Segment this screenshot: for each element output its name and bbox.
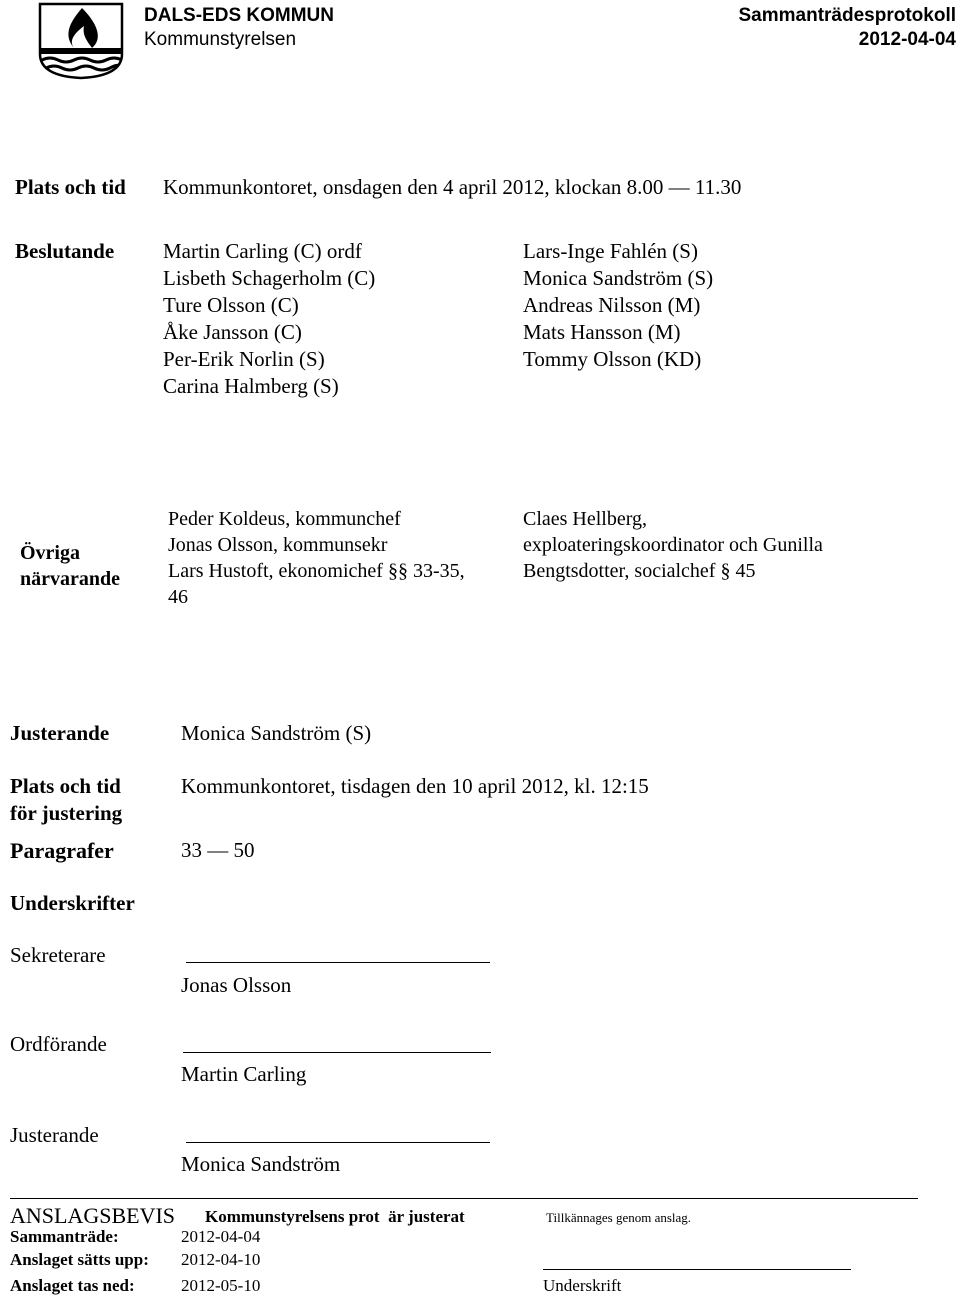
others-list-right <box>523 506 823 584</box>
deciding-label: Beslutande <box>15 239 115 263</box>
document-type: Sammanträdesprotokoll <box>738 5 956 26</box>
meeting-date: 2012-04-04 <box>181 1227 261 1246</box>
coat-of-arms-icon <box>38 2 124 80</box>
place-time-label: Plats och tid <box>15 175 126 199</box>
notice-title: ANSLAGSBEVIS <box>10 1203 176 1228</box>
deciding-list-right <box>523 238 713 373</box>
attendee-line: Claes Hellberg, <box>523 508 648 530</box>
notice-note: Tillkännages genom anslag. <box>546 1210 692 1225</box>
notice-signature-line <box>543 1269 851 1270</box>
others-list-left <box>168 506 465 610</box>
deciding-member: Åke Jansson (C) <box>163 320 302 344</box>
attendee-line: exploateringskoordinator och Gunilla <box>523 534 823 556</box>
deciding-member: Andreas Nilsson (M) <box>523 293 701 317</box>
paragraphs-label: Paragrafer <box>10 838 114 863</box>
attendee-line: Jonas Olsson, kommunsekr <box>168 534 388 556</box>
place-time-value: Kommunkontoret, onsdagen den 4 april 2012, klockan 8.00 — 11.30 <box>163 175 742 199</box>
signature-label: Underskrift <box>543 1276 622 1295</box>
secretary-role: Sekreterare <box>10 943 106 967</box>
deciding-member: Martin Carling (C) ordf <box>163 239 362 263</box>
adjuster-label: Justerande <box>10 721 110 745</box>
chair-name: Martin Carling <box>181 1062 307 1086</box>
organization-name: DALS-EDS KOMMUN <box>144 5 334 26</box>
adjuster-value: Monica Sandström (S) <box>181 721 372 745</box>
deciding-member: Mats Hansson (M) <box>523 320 681 344</box>
chair-role: Ordförande <box>10 1032 107 1056</box>
municipality-logo <box>38 2 124 80</box>
removed-label: Anslaget tas ned: <box>10 1276 135 1295</box>
deciding-member: Ture Olsson (C) <box>163 293 299 317</box>
deciding-member: Monica Sandström (S) <box>523 266 714 290</box>
adjuster-signature-line <box>186 1142 490 1143</box>
posted-date: 2012-04-10 <box>181 1250 261 1269</box>
secretary-signature-line <box>186 962 490 963</box>
attendee-line: 46 <box>168 586 188 608</box>
notice-divider <box>10 1198 918 1199</box>
adjuster-sign-name: Monica Sandström <box>181 1152 341 1176</box>
document-date: 2012-04-04 <box>858 29 956 50</box>
paragraphs-value: 33 — 50 <box>181 838 255 862</box>
secretary-name: Jonas Olsson <box>181 973 292 997</box>
deciding-member: Tommy Olsson (KD) <box>523 347 702 371</box>
adjust-place-label-line2: för justering <box>10 801 123 825</box>
others-label-line1: Övriga <box>20 542 80 564</box>
attendee-line: Lars Hustoft, ekonomichef §§ 33-35, <box>168 560 465 582</box>
signatures-heading: Underskrifter <box>10 891 135 915</box>
adjust-place-value: Kommunkontoret, tisdagen den 10 april 2012, kl. 12:15 <box>181 774 649 798</box>
deciding-member: Lisbeth Schagerholm (C) <box>163 266 376 290</box>
others-label <box>20 540 120 592</box>
department-name: Kommunstyrelsen <box>144 29 297 50</box>
attendee-line: Bengtsdotter, socialchef § 45 <box>523 560 756 582</box>
posted-label: Anslaget sätts upp: <box>10 1250 149 1269</box>
meeting-label: Sammanträde: <box>10 1227 119 1246</box>
deciding-member: Per-Erik Norlin (S) <box>163 347 325 371</box>
deciding-member: Lars-Inge Fahlén (S) <box>523 239 698 263</box>
deciding-member: Carina Halmberg (S) <box>163 374 339 398</box>
others-label-line2: närvarande <box>20 568 120 590</box>
adjust-place-label <box>10 773 122 827</box>
adjust-place-label-line1: Plats och tid <box>10 774 121 798</box>
attendee-line: Peder Koldeus, kommunchef <box>168 508 401 530</box>
removed-date: 2012-05-10 <box>181 1276 261 1295</box>
notice-subtitle: Kommunstyrelsens prot är justerat <box>205 1207 465 1226</box>
deciding-list-left <box>163 238 375 400</box>
chair-signature-line <box>183 1052 491 1053</box>
adjuster-role: Justerande <box>10 1123 99 1147</box>
